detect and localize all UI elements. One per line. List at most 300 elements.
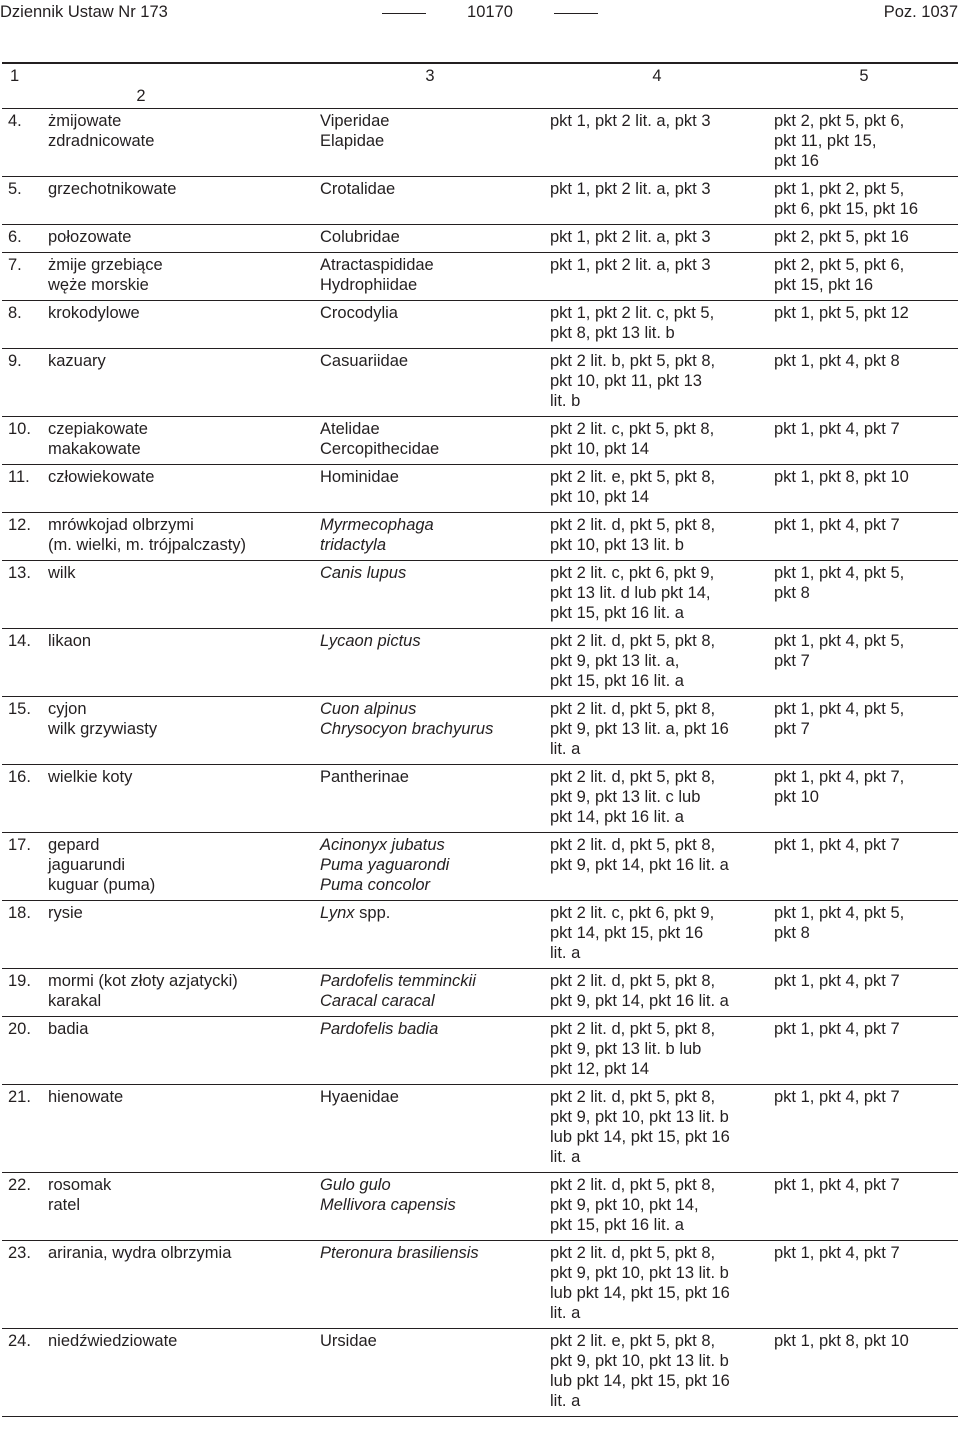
requirements-line: pkt 1, pkt 2 lit. a, pkt 3 (550, 228, 711, 246)
requirements-line: pkt 1, pkt 2 lit. a, pkt 3 (550, 180, 711, 198)
polish-name-line: badia (48, 1020, 89, 1038)
latin-name (314, 349, 544, 417)
column-header-4: 4 (544, 63, 768, 109)
requirements-cell (544, 629, 768, 697)
species-cell (2, 301, 314, 349)
conditions-line: pkt 1, pkt 8, pkt 10 (774, 468, 909, 486)
conditions-line: pkt 1, pkt 2, pkt 5, (774, 180, 905, 198)
table-row (2, 253, 958, 301)
requirements-cell (544, 1329, 768, 1417)
column-header-2: 2 (136, 87, 146, 105)
species-cell (2, 513, 314, 561)
latin-name (314, 833, 544, 901)
polish-name-line: wilk (48, 564, 76, 582)
table-row (2, 561, 958, 629)
conditions-line: pkt 16 (774, 152, 819, 170)
conditions-cell (768, 969, 958, 1017)
table-row (2, 629, 958, 697)
polish-name-line: arirania, wydra olbrzymia (48, 1244, 232, 1262)
polish-name-line: czepiakowate (48, 420, 148, 438)
conditions-cell (768, 629, 958, 697)
table-header-row (2, 63, 958, 109)
polish-name-line: cyjon (48, 700, 87, 718)
requirements-line: pkt 9, pkt 13 lit. a, (550, 652, 680, 670)
requirements-line: pkt 2 lit. c, pkt 6, pkt 9, (550, 904, 715, 922)
polish-name-line: kuguar (puma) (48, 876, 156, 894)
row-number: 16. (8, 768, 31, 786)
requirements-line: pkt 8, pkt 13 lit. b (550, 324, 675, 342)
table-row (2, 969, 958, 1017)
table-row (2, 177, 958, 225)
polish-name-line: mormi (kot złoty azjatycki) (48, 972, 238, 990)
page-header (0, 0, 960, 26)
latin-name (314, 177, 544, 225)
latin-name (314, 629, 544, 697)
requirements-line: pkt 2 lit. e, pkt 5, pkt 8, (550, 1332, 716, 1350)
species-cell (2, 1329, 314, 1417)
requirements-cell (544, 901, 768, 969)
conditions-line: pkt 15, pkt 16 (774, 276, 874, 294)
latin-name (314, 417, 544, 465)
species-cell (2, 349, 314, 417)
requirements-line: pkt 2 lit. d, pkt 5, pkt 8, (550, 1176, 716, 1194)
page-number: 10170 (430, 3, 550, 22)
latin-name (314, 697, 544, 765)
polish-name-line: likaon (48, 632, 92, 650)
latin-name-line: Hydrophiidae (320, 276, 418, 294)
requirements-cell (544, 253, 768, 301)
latin-name-line: Cercopithecidae (320, 440, 440, 458)
row-number: 4. (8, 112, 22, 130)
polish-name-line: żmijowate (48, 112, 122, 130)
conditions-line: pkt 1, pkt 8, pkt 10 (774, 1332, 909, 1350)
conditions-cell (768, 417, 958, 465)
latin-name-line: Pardofelis temminckii (320, 972, 476, 990)
row-number: 17. (8, 836, 31, 854)
table-row (2, 301, 958, 349)
polish-name-line: ratel (48, 1196, 81, 1214)
polish-name-line: (m. wielki, m. trójpalczasty) (48, 536, 247, 554)
polish-name-line: wilk grzywiasty (48, 720, 158, 738)
table-row (2, 417, 958, 465)
latin-name-line: Mellivora capensis (320, 1196, 456, 1214)
latin-name (314, 1017, 544, 1085)
conditions-cell (768, 697, 958, 765)
conditions-line: pkt 1, pkt 4, pkt 5, (774, 904, 905, 922)
requirements-cell (544, 833, 768, 901)
species-cell (2, 1017, 314, 1085)
species-cell (2, 1085, 314, 1173)
latin-name-line: Cuon alpinus (320, 700, 417, 718)
latin-name (314, 1085, 544, 1173)
conditions-line: pkt 1, pkt 4, pkt 7 (774, 1088, 900, 1106)
table-row (2, 349, 958, 417)
conditions-cell (768, 1085, 958, 1173)
conditions-cell (768, 561, 958, 629)
requirements-line: pkt 9, pkt 14, pkt 16 lit. a (550, 856, 729, 874)
latin-name-line: Atractaspididae (320, 256, 434, 274)
conditions-line: pkt 2, pkt 5, pkt 6, (774, 112, 905, 130)
requirements-line: lit. a (550, 740, 581, 758)
requirements-cell (544, 301, 768, 349)
latin-name (314, 561, 544, 629)
column-header-3: 3 (314, 63, 544, 109)
polish-name (48, 255, 310, 295)
table-row (2, 513, 958, 561)
latin-name-line: Lycaon pictus (320, 632, 421, 650)
conditions-line: pkt 2, pkt 5, pkt 16 (774, 228, 909, 246)
polish-name (48, 1087, 310, 1107)
row-number: 11. (8, 468, 30, 486)
requirements-cell (544, 513, 768, 561)
requirements-line: pkt 2 lit. e, pkt 5, pkt 8, (550, 468, 716, 486)
requirements-line: pkt 10, pkt 14 (550, 488, 650, 506)
requirements-line: pkt 2 lit. d, pkt 5, pkt 8, (550, 1244, 716, 1262)
requirements-line: lub pkt 14, pkt 15, pkt 16 (550, 1284, 730, 1302)
requirements-line: pkt 9, pkt 10, pkt 13 lit. b (550, 1108, 729, 1126)
polish-name-line: hienowate (48, 1088, 124, 1106)
latin-name (314, 765, 544, 833)
polish-name (48, 111, 310, 151)
column-header-5: 5 (768, 63, 958, 109)
polish-name-line: mrówkojad olbrzymi (48, 516, 194, 534)
latin-name (314, 253, 544, 301)
conditions-line: pkt 10 (774, 788, 819, 806)
conditions-line: pkt 1, pkt 4, pkt 7 (774, 836, 900, 854)
requirements-line: pkt 9, pkt 10, pkt 13 lit. b (550, 1264, 729, 1282)
requirements-line: pkt 14, pkt 15, pkt 16 (550, 924, 704, 942)
latin-name-line: Ursidae (320, 1332, 377, 1350)
requirements-cell (544, 561, 768, 629)
conditions-line: pkt 6, pkt 15, pkt 16 (774, 200, 919, 218)
table-row (2, 225, 958, 253)
row-number: 12. (8, 516, 31, 534)
conditions-cell (768, 253, 958, 301)
latin-name (314, 513, 544, 561)
polish-name-line: rosomak (48, 1176, 112, 1194)
table-row (2, 1173, 958, 1241)
polish-name-line: jaguarundi (48, 856, 126, 874)
polish-name-line: człowiekowate (48, 468, 155, 486)
conditions-cell (768, 1173, 958, 1241)
requirements-cell (544, 417, 768, 465)
conditions-cell (768, 349, 958, 417)
requirements-line: lit. b (550, 392, 581, 410)
latin-name-line: Crotalidae (320, 180, 396, 198)
column-header-1: 1 (10, 67, 20, 85)
requirements-line: pkt 2 lit. d, pkt 5, pkt 8, (550, 768, 716, 786)
row-number: 20. (8, 1020, 31, 1038)
polish-name-line: grzechotnikowate (48, 180, 177, 198)
species-cell (2, 253, 314, 301)
requirements-line: pkt 2 lit. c, pkt 5, pkt 8, (550, 420, 715, 438)
latin-name-part: spp. (354, 904, 391, 922)
requirements-line: pkt 2 lit. d, pkt 5, pkt 8, (550, 632, 716, 650)
species-cell (2, 225, 314, 253)
conditions-line: pkt 1, pkt 4, pkt 7 (774, 1020, 900, 1038)
row-number: 15. (8, 700, 31, 718)
table-row (2, 109, 958, 177)
latin-name-line: Puma yaguarondi (320, 856, 450, 874)
table-row (2, 1017, 958, 1085)
requirements-line: pkt 15, pkt 16 lit. a (550, 604, 684, 622)
requirements-line: pkt 1, pkt 2 lit. a, pkt 3 (550, 256, 711, 274)
requirements-line: pkt 9, pkt 14, pkt 16 lit. a (550, 992, 729, 1010)
latin-name-line: Caracal caracal (320, 992, 435, 1010)
species-cell (2, 1173, 314, 1241)
latin-name-line: Atelidae (320, 420, 380, 438)
requirements-line: pkt 9, pkt 13 lit. c lub (550, 788, 701, 806)
conditions-line: pkt 1, pkt 5, pkt 12 (774, 304, 909, 322)
conditions-cell (768, 833, 958, 901)
requirements-cell (544, 765, 768, 833)
conditions-cell (768, 513, 958, 561)
requirements-cell (544, 1085, 768, 1173)
species-cell (2, 901, 314, 969)
latin-name-line: Casuariidae (320, 352, 409, 370)
table-row (2, 765, 958, 833)
requirements-cell (544, 225, 768, 253)
table-row (2, 1085, 958, 1173)
requirements-line: pkt 9, pkt 13 lit. b lub (550, 1040, 702, 1058)
requirements-line: lit. a (550, 944, 581, 962)
journal-title: Dziennik Ustaw Nr 173 (0, 3, 168, 21)
species-cell (2, 465, 314, 513)
row-number: 9. (8, 352, 22, 370)
species-cell (2, 969, 314, 1017)
conditions-line: pkt 1, pkt 4, pkt 7 (774, 516, 900, 534)
polish-name-line: żmije grzebiące (48, 256, 163, 274)
latin-name (314, 1241, 544, 1329)
requirements-line: lub pkt 14, pkt 15, pkt 16 (550, 1372, 730, 1390)
conditions-line: pkt 1, pkt 4, pkt 7 (774, 1176, 900, 1194)
polish-name (48, 1175, 310, 1215)
latin-name-line: Chrysocyon brachyurus (320, 720, 494, 738)
polish-name (48, 303, 310, 323)
species-cell (2, 177, 314, 225)
polish-name (48, 631, 310, 651)
table-row (2, 697, 958, 765)
requirements-line: pkt 1, pkt 2 lit. a, pkt 3 (550, 112, 711, 130)
requirements-line: pkt 15, pkt 16 lit. a (550, 672, 684, 690)
requirements-line: lub pkt 14, pkt 15, pkt 16 (550, 1128, 730, 1146)
conditions-line: pkt 2, pkt 5, pkt 6, (774, 256, 905, 274)
latin-name-part: Lynx (320, 904, 355, 922)
row-number: 8. (8, 304, 22, 322)
table-row (2, 465, 958, 513)
requirements-line: pkt 10, pkt 13 lit. b (550, 536, 684, 554)
latin-name-line: Gulo gulo (320, 1176, 391, 1194)
conditions-cell (768, 301, 958, 349)
conditions-line: pkt 8 (774, 924, 810, 942)
polish-name-line: połozowate (48, 228, 132, 246)
table-row (2, 1329, 958, 1417)
requirements-line: pkt 9, pkt 10, pkt 13 lit. b (550, 1352, 729, 1370)
conditions-cell (768, 765, 958, 833)
polish-name-line: krokodylowe (48, 304, 140, 322)
polish-name (48, 1019, 310, 1039)
species-cell (2, 833, 314, 901)
requirements-line: lit. a (550, 1304, 581, 1322)
row-number: 5. (8, 180, 22, 198)
row-number: 6. (8, 228, 22, 246)
row-number: 19. (8, 972, 31, 990)
polish-name (48, 699, 310, 739)
requirements-line: pkt 2 lit. d, pkt 5, pkt 8, (550, 972, 716, 990)
species-cell (2, 765, 314, 833)
polish-name (48, 563, 310, 583)
polish-name (48, 1243, 310, 1263)
requirements-line: pkt 2 lit. d, pkt 5, pkt 8, (550, 836, 716, 854)
row-number: 24. (8, 1332, 31, 1350)
polish-name (48, 419, 310, 459)
latin-name (314, 465, 544, 513)
latin-name (314, 1173, 544, 1241)
row-number: 14. (8, 632, 31, 650)
requirements-cell (544, 697, 768, 765)
species-cell (2, 417, 314, 465)
polish-name-line: makakowate (48, 440, 141, 458)
row-number: 7. (8, 256, 22, 274)
conditions-line: pkt 7 (774, 652, 810, 670)
requirements-line: pkt 1, pkt 2 lit. c, pkt 5, (550, 304, 715, 322)
row-number: 23. (8, 1244, 31, 1262)
conditions-line: pkt 7 (774, 720, 810, 738)
latin-name (314, 301, 544, 349)
polish-name (48, 227, 310, 247)
conditions-line: pkt 1, pkt 4, pkt 5, (774, 564, 905, 582)
requirements-cell (544, 177, 768, 225)
latin-name (314, 225, 544, 253)
requirements-cell (544, 349, 768, 417)
requirements-line: pkt 2 lit. d, pkt 5, pkt 8, (550, 1020, 716, 1038)
row-number: 18. (8, 904, 31, 922)
requirements-cell (544, 109, 768, 177)
species-table (2, 62, 958, 1417)
polish-name (48, 903, 310, 923)
conditions-cell (768, 109, 958, 177)
latin-name-line: Hyaenidae (320, 1088, 399, 1106)
requirements-line: pkt 2 lit. d, pkt 5, pkt 8, (550, 516, 716, 534)
species-cell (2, 1241, 314, 1329)
polish-name-line: gepard (48, 836, 100, 854)
conditions-line: pkt 11, pkt 15, (774, 132, 877, 150)
table-row (2, 1241, 958, 1329)
polish-name-line: wielkie koty (48, 768, 133, 786)
conditions-line: pkt 1, pkt 4, pkt 7 (774, 420, 900, 438)
requirements-line: pkt 2 lit. b, pkt 5, pkt 8, (550, 352, 716, 370)
polish-name-line: kazuary (48, 352, 106, 370)
latin-name-line: Myrmecophaga (320, 516, 434, 534)
latin-name-line: Hominidae (320, 468, 399, 486)
position-number: Poz. 1037 (883, 3, 958, 21)
species-cell (2, 629, 314, 697)
requirements-line: pkt 9, pkt 13 lit. a, pkt 16 (550, 720, 729, 738)
polish-name (48, 467, 310, 487)
species-cell (2, 109, 314, 177)
requirements-cell (544, 1173, 768, 1241)
latin-name-line: Canis lupus (320, 564, 407, 582)
species-cell (2, 561, 314, 629)
requirements-line: pkt 15, pkt 16 lit. a (550, 1216, 684, 1234)
latin-name (314, 969, 544, 1017)
polish-name (48, 351, 310, 371)
latin-name-line: tridactyla (320, 536, 387, 554)
requirements-line: pkt 12, pkt 14 (550, 1060, 650, 1078)
requirements-line: pkt 2 lit. d, pkt 5, pkt 8, (550, 1088, 716, 1106)
conditions-cell (768, 225, 958, 253)
requirements-line: pkt 14, pkt 16 lit. a (550, 808, 684, 826)
latin-name-line: Pantherinae (320, 768, 409, 786)
conditions-cell (768, 1241, 958, 1329)
requirements-line: pkt 10, pkt 14 (550, 440, 650, 458)
latin-name-line: Puma concolor (320, 876, 431, 894)
polish-name-line: zdradnicowate (48, 132, 155, 150)
latin-name-line (320, 903, 540, 923)
requirements-cell (544, 969, 768, 1017)
conditions-cell (768, 465, 958, 513)
row-number: 13. (8, 564, 31, 582)
polish-name (48, 1331, 310, 1351)
conditions-line: pkt 1, pkt 4, pkt 5, (774, 700, 905, 718)
polish-name-line: karakal (48, 992, 102, 1010)
row-number: 22. (8, 1176, 31, 1194)
table-row (2, 833, 958, 901)
requirements-line: pkt 2 lit. d, pkt 5, pkt 8, (550, 700, 716, 718)
conditions-cell (768, 1017, 958, 1085)
polish-name (48, 971, 310, 1011)
polish-name (48, 767, 310, 787)
latin-name-line: Viperidae (320, 112, 390, 130)
conditions-line: pkt 1, pkt 4, pkt 7 (774, 1244, 900, 1262)
requirements-line: lit. a (550, 1148, 581, 1166)
row-number: 21. (8, 1088, 31, 1106)
latin-name-line: Colubridae (320, 228, 400, 246)
polish-name (48, 515, 310, 555)
conditions-cell (768, 177, 958, 225)
latin-name-line: Pardofelis badia (320, 1020, 439, 1038)
table-row (2, 901, 958, 969)
requirements-cell (544, 465, 768, 513)
polish-name-line: węże morskie (48, 276, 149, 294)
latin-name-line: Crocodylia (320, 304, 398, 322)
conditions-line: pkt 1, pkt 4, pkt 5, (774, 632, 905, 650)
polish-name (48, 179, 310, 199)
latin-name-line: Elapidae (320, 132, 385, 150)
requirements-line: pkt 2 lit. c, pkt 6, pkt 9, (550, 564, 715, 582)
requirements-line: pkt 9, pkt 10, pkt 14, (550, 1196, 699, 1214)
conditions-line: pkt 1, pkt 4, pkt 7, (774, 768, 905, 786)
polish-name (48, 835, 310, 895)
conditions-line: pkt 1, pkt 4, pkt 7 (774, 972, 900, 990)
polish-name-line: niedźwiedziowate (48, 1332, 178, 1350)
latin-name (314, 901, 544, 969)
requirements-line: pkt 13 lit. d lub pkt 14, (550, 584, 711, 602)
conditions-cell (768, 901, 958, 969)
conditions-cell (768, 1329, 958, 1417)
row-number: 10. (8, 420, 31, 438)
polish-name-line: rysie (48, 904, 83, 922)
latin-name (314, 109, 544, 177)
conditions-line: pkt 1, pkt 4, pkt 8 (774, 352, 900, 370)
requirements-cell (544, 1017, 768, 1085)
latin-name-line: Pteronura brasiliensis (320, 1244, 479, 1262)
requirements-cell (544, 1241, 768, 1329)
column-header (2, 63, 314, 109)
latin-name-line: Acinonyx jubatus (320, 836, 445, 854)
requirements-line: pkt 10, pkt 11, pkt 13 (550, 372, 702, 390)
latin-name (314, 1329, 544, 1417)
